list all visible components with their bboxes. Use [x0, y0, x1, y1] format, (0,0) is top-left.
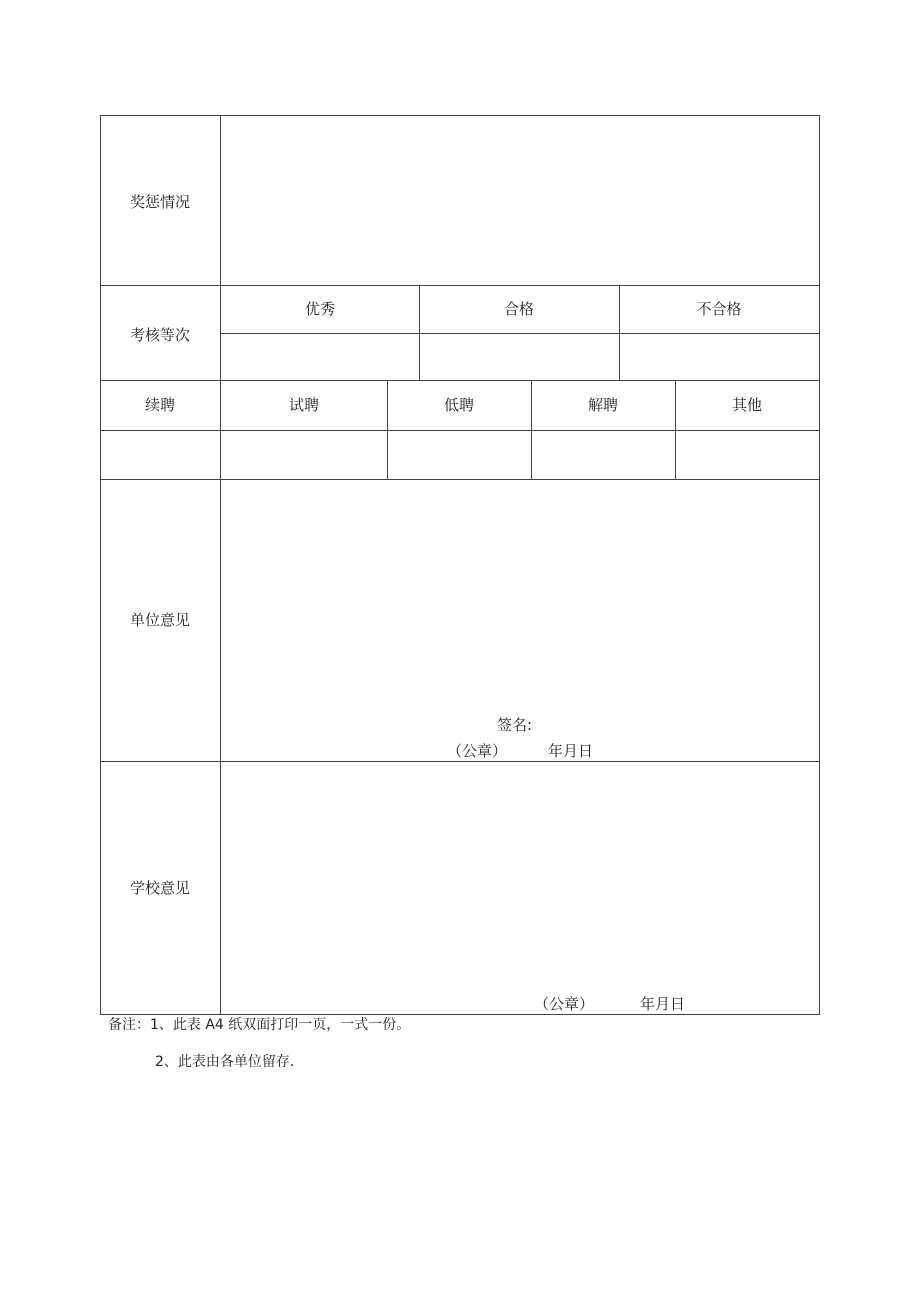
unit-opinion-label: 单位意见 [129, 611, 191, 629]
renewal-option-dismiss: 解聘 [587, 396, 619, 414]
awards-content-area[interactable] [221, 116, 819, 285]
unit-signature-label: 签名: [497, 716, 533, 734]
awards-label: 奖惩情况 [129, 193, 191, 211]
row-divider-awards [100, 285, 820, 286]
renewal-option-lower: 低聘 [443, 396, 475, 414]
renewal-option-trial: 试聘 [288, 396, 320, 414]
note-line-1: 备注：1、此表 A4 纸双面打印一页，一式一份。 [108, 1017, 411, 1033]
renewal-entry-blank[interactable] [101, 431, 220, 479]
renewal-lower-entry[interactable] [388, 431, 531, 479]
renewal-label: 续聘 [144, 396, 176, 414]
unit-seal-label: （公章） [447, 742, 508, 760]
school-opinion-content-area[interactable] [221, 762, 819, 1014]
unit-date-label: 年月日 [548, 742, 594, 760]
renewal-option-other: 其他 [731, 396, 763, 414]
school-date-label: 年月日 [640, 995, 686, 1013]
grade-pass-entry[interactable] [420, 334, 619, 380]
renewal-trial-entry[interactable] [221, 431, 387, 479]
assessment-label: 考核等次 [129, 326, 191, 344]
renewal-dismiss-entry[interactable] [532, 431, 675, 479]
row-divider-assessment [100, 380, 820, 381]
school-seal-label: （公章） [534, 995, 595, 1013]
school-opinion-label: 学校意见 [129, 879, 191, 897]
renewal-other-entry[interactable] [676, 431, 819, 479]
grade-excellent-entry[interactable] [221, 334, 419, 380]
grade-fail-entry[interactable] [620, 334, 819, 380]
grade-pass: 合格 [503, 300, 535, 318]
note-line-2: 2、此表由各单位留存. [155, 1054, 295, 1070]
grade-fail: 不合格 [696, 300, 742, 318]
grade-excellent: 优秀 [304, 300, 336, 318]
